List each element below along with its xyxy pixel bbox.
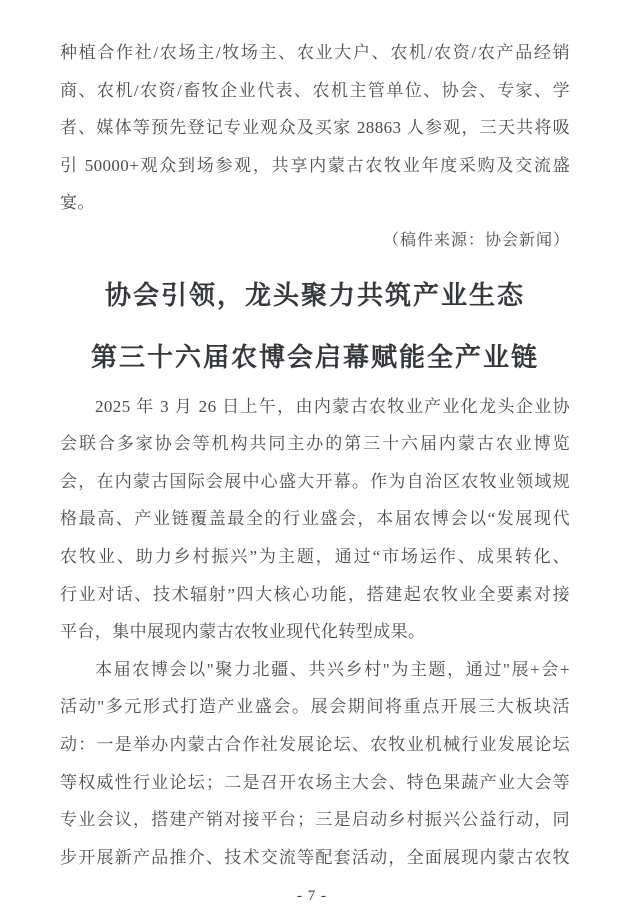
text-line: 农牧业、助力乡村振兴”为主题，通过“市场运作、成果转化、	[60, 546, 570, 566]
source-attribution: （稿件来源：协会新闻）	[382, 231, 570, 249]
text-line: 本届农博会以"聚力北疆、共兴乡村"为主题，通过"展+会+	[95, 659, 570, 679]
text-line: 宴。	[60, 193, 95, 213]
article-subtitle: 第三十六届农博会启幕赋能全产业链	[90, 341, 539, 372]
text-line: 活动"多元形式打造产业盛会。展会期间将重点开展三大板块活	[60, 697, 570, 717]
text-line: 商、农机/农资/畜牧企业代表、农机主管单位、协会、专家、学	[60, 80, 570, 100]
text-line: 动：一是举办内蒙古合作社发展论坛、农牧业机械行业发展论坛	[60, 734, 570, 754]
text-line: 会，在内蒙古国际会展中心盛大开幕。作为自治区农牧业领域规	[60, 471, 570, 491]
text-line: 2025 年 3 月 26 日上午，由内蒙古农牧业产业化龙头企业协	[95, 396, 570, 416]
text-line: 格最高、产业链覆盖最全的行业盛会，本届农博会以“发展现代	[60, 509, 570, 529]
body-paragraph-2	[60, 651, 570, 877]
text-line: 专业会议，搭建产销对接平台；三是启动乡村振兴公益行动，同	[60, 810, 570, 830]
article-title: 协会引领，龙头聚力共筑产业生态	[104, 279, 525, 310]
text-line: 等权威性行业论坛；二是召开农场主大会、特色果蔬产业大会等	[60, 772, 570, 792]
text-line: 者、媒体等预先登记专业观众及买家 28863 人参观，三天共将吸	[60, 118, 570, 138]
text-line: 种植合作社/农场主/牧场主、农业大户、农机/农资/农产品经销	[60, 43, 570, 62]
body-paragraph-1	[60, 388, 570, 651]
text-line: 步开展新产品推介、技术交流等配套活动，全面展现内蒙古农牧	[60, 847, 570, 867]
text-line: 引 50000+观众到场参观，共享内蒙古农牧业年度采购及交流盛	[60, 155, 570, 175]
text-line: 行业对话、技术辐射”四大核心功能，搭建起农牧业全要素对接	[60, 584, 570, 604]
intro-paragraph	[60, 34, 570, 222]
text-line: 会联合多家协会等机构共同主办的第三十六届内蒙古农业博览	[60, 434, 570, 454]
text-line: 平台，集中展现内蒙古农牧业现代化转型成果。	[60, 622, 426, 642]
page-number: - 7 -	[297, 888, 327, 904]
